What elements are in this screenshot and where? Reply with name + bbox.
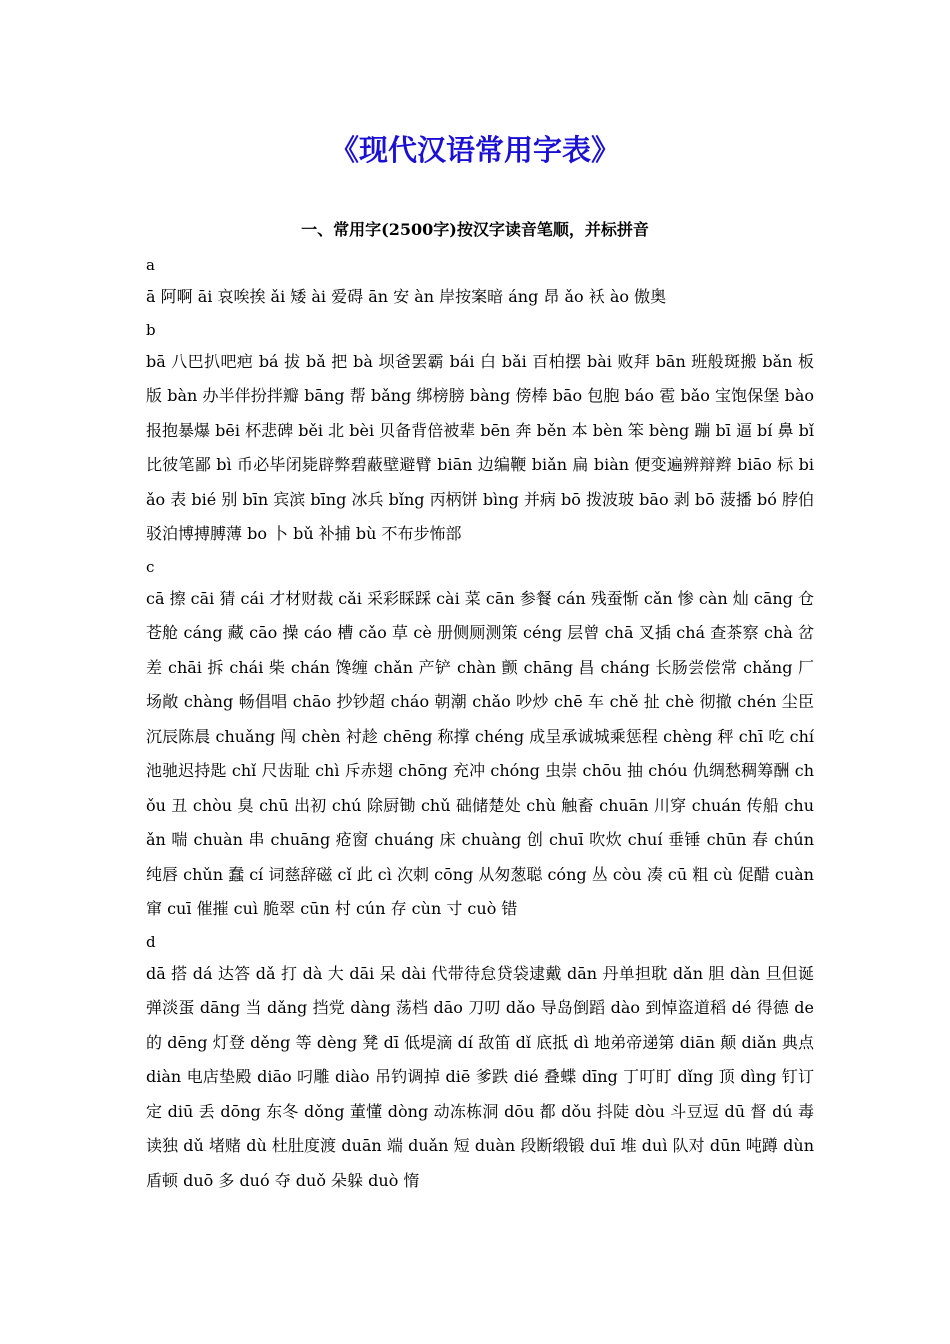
section-text-b: bā 八巴扒吧疤 bá 拔 bǎ 把 bà 坝爸罢霸 bái 白 bǎi 百柏摆 bài 败拜 bān 班般斑搬 bǎn 板版 bàn 办半伴扮拌瓣 bāng 帮 bǎng 绑榜膀 bàng 傍棒 bāo 包胞 báo 雹 bǎo 宝饱保堡 bào 报抱暴爆 bēi 杯悲碑 běi 北 bèi 贝备背倍被辈 bēn 奔 běn 本 bèn 笨 bèng 蹦 bī 逼 bí 鼻 bǐ 比彼笔鄙 bì 币必毕闭毙辟弊碧蔽壁避臂 biān 边编鞭 biǎn 扁 biàn 便变遍辨辩辫 biāo 标 biǎo 表 bié 别 bīn 宾滨 bīng 冰兵 bǐng 丙柄饼 bìng 并病 bō 拨波玻 bāo 剥 bō 菠播 bó 脖伯驳泊博搏膊薄 bo 卜 bǔ 补捕 bù 不布步怖部 <box>146 351 814 543</box>
section-letter-c: c <box>146 557 155 576</box>
section-text-d: dā 搭 dá 达答 dǎ 打 dà 大 dāi 呆 dài 代带待怠贷袋逮戴 dān 丹单担耽 dǎn 胆 dàn 旦但诞弹淡蛋 dāng 当 dǎng 挡党 dàng 荡档 dāo 刀叨 dǎo 导岛倒蹈 dào 到悼盗道稻 dé 得德 de 的 dēng 灯登 děng 等 dèng 凳 dī 低堤滴 dí 敌笛 dǐ 底抵 dì 地弟帝递第 diān 颠 diǎn 典点 diàn 电店垫殿 diāo 叼雕 diào 吊钓调掉 diē 爹跌 dié 叠蝶 dīng 丁叮盯 dǐng 顶 dìng 钉订定 diū 丢 dōng 东冬 dǒng 董懂 dòng 动冻栋洞 dōu 都 dǒu 抖陡 dòu 斗豆逗 dū 督 dú 毒读独 dǔ 堵赌 dù 杜肚度渡 duān 端 duǎn 短 duàn 段断缎锻 duī 堆 duì 队对 dūn 吨蹲 dùn 盾顿 duō 多 duó 夺 duǒ 朵躲 duò 惰 <box>146 963 814 1190</box>
document-title: 《现代汉语常用字表》 <box>329 133 620 167</box>
section-letter-a: a <box>146 256 155 274</box>
section-letter-b: b <box>146 320 156 339</box>
section-letter-d: d <box>146 932 156 951</box>
character-list <box>146 250 814 1198</box>
section-text-c: cā 擦 cāi 猜 cái 才材财裁 cǎi 采彩睬踩 cài 菜 cān 参餐 cán 残蚕惭 cǎn 惨 càn 灿 cāng 仓苍舱 cáng 藏 cāo 操 cáo 槽 cǎo 草 cè 册侧厕测策 céng 层曾 chā 叉插 chá 查茶察 chà 岔差 chāi 拆 chái 柴 chán 馋缠 chǎn 产铲 chàn 颤 chāng 昌 cháng 长肠尝偿常 chǎng 厂场敞 chàng 畅倡唱 chāo 抄钞超 cháo 朝潮 chǎo 吵炒 chē 车 chě 扯 chè 彻撤 chén 尘臣沉辰陈晨 chuǎng 闯 chèn 衬趁 chēng 称撑 chéng 成呈承诚城乘惩程 chèng 秤 chī 吃 chí 池驰迟持匙 chǐ 尺齿耻 chì 斥赤翅 chōng 充冲 chóng 虫崇 chōu 抽 chóu 仇绸愁稠筹酬 chǒu 丑 chòu 臭 chū 出初 chú 除厨锄 chǔ 础储楚处 chù 触畜 chuān 川穿 chuán 传船 chuǎn 喘 chuàn 串 chuāng 疮窗 chuáng 床 chuàng 创 chuī 吹炊 chuí 垂锤 chūn 春 chún 纯唇 chǔn 蠢 cí 词慈辞磁 cǐ 此 cì 次刺 cōng 从匆葱聪 cóng 丛 còu 凑 cū 粗 cù 促醋 cuàn 窜 cuī 催摧 cuì 脆翠 cūn 村 cún 存 cùn 寸 cuò 错 <box>146 588 814 918</box>
section-text-a: ā 阿啊 āi 哀唉挨 ǎi 矮 ài 爱碍 ān 安 àn 岸按案暗 áng 昂 ǎo 袄 ào 傲奥 <box>146 287 667 306</box>
document-subtitle: 一、常用字(2500字)按汉字读音笔顺，并标拼音 <box>301 220 649 239</box>
